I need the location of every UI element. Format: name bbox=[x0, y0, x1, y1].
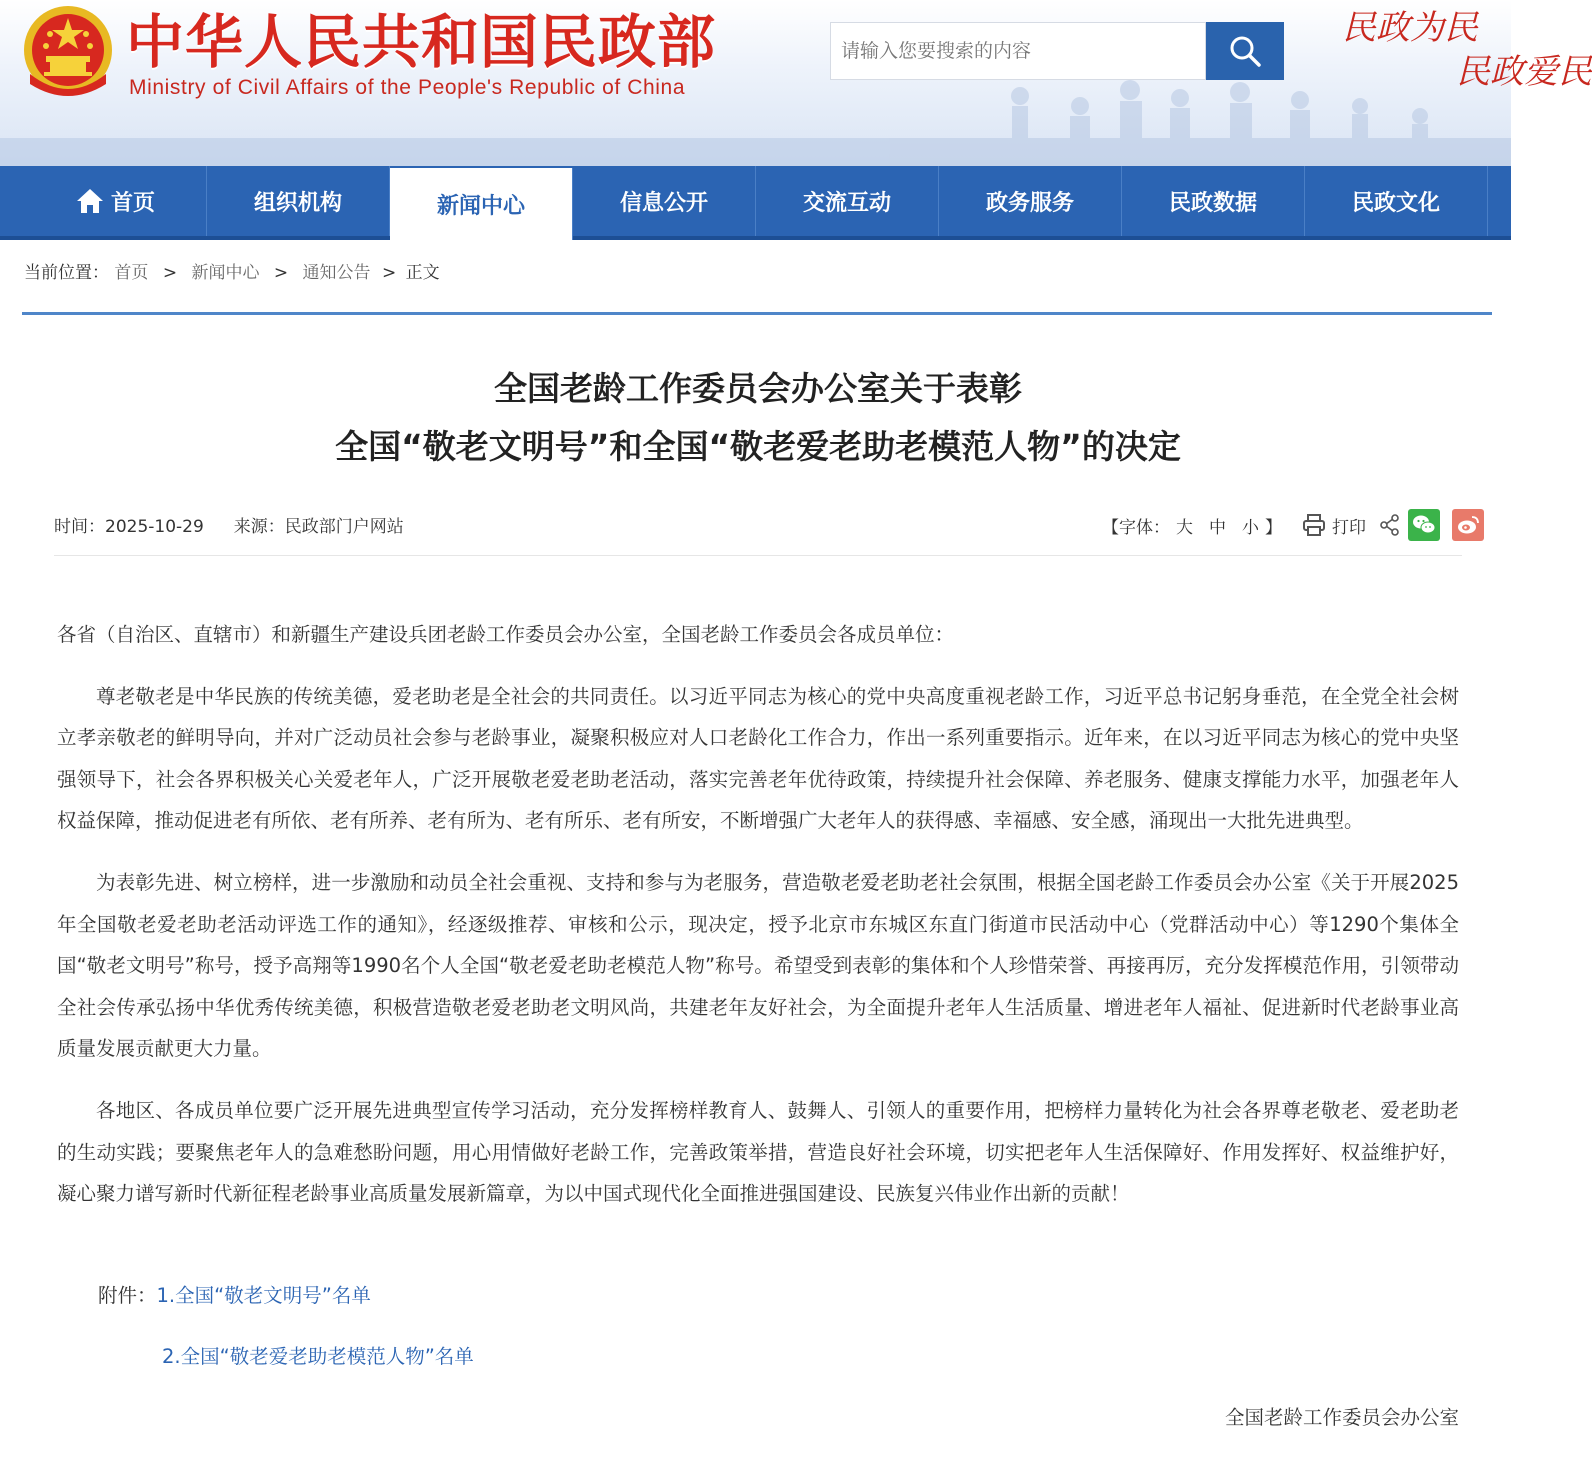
nav-item-label: 首页 bbox=[110, 190, 155, 216]
font-size-large[interactable]: 大 bbox=[1176, 517, 1193, 538]
nav-item-label: 信息公开 bbox=[619, 190, 708, 216]
breadcrumb-separator: > bbox=[162, 263, 178, 283]
source-label: 来源： bbox=[233, 517, 285, 537]
attachment-link-2[interactable]: 2.全国“敬老爱老助老模范人物”名单 bbox=[162, 1345, 474, 1368]
nav-item-label: 交流互动 bbox=[802, 190, 891, 216]
wechat-share-icon[interactable] bbox=[1408, 509, 1440, 541]
search-icon bbox=[1228, 34, 1262, 68]
paragraph-2: 为表彰先进、树立榜样，进一步激励和动员全社会重视、支持和参与为老服务，营造敬老爱老助老社会氛围，根据全国老龄工作委员会办公室《关于开展2025年全国敬老爱老助老活动评选工作的通知》，经逐级推荐、审核和公示，现决定，授予北京市东城区东直门街道市民活动中心（党群活动中心）等1290个集体全国“敬老文明号”称号，授予高翔等1990名个人全国“敬老爱老助老模范人物”称号。希望受到表彰的集体和个人珍惜荣誉、再接再厉，充分发挥模范作用，引领带动全社会传承弘扬中华优秀传统美德，积极营造敬老爱老助老文明风尚，共建老年友好社会，为全面提升老年人生活质量、增进老年人福祉、促进新时代老龄事业高质量发展贡献更大力量。 bbox=[57, 870, 1459, 1061]
signature: 全国老龄工作委员会办公室 bbox=[1224, 1406, 1459, 1429]
share-icon[interactable] bbox=[1380, 514, 1400, 536]
nav-item-home[interactable] bbox=[24, 166, 207, 236]
time-label: 时间： bbox=[54, 517, 105, 537]
search-box bbox=[830, 22, 1206, 80]
site-header bbox=[0, 0, 1592, 166]
nav-item-information-disclosure[interactable] bbox=[573, 166, 756, 236]
breadcrumb-prefix: 当前位置： bbox=[24, 263, 109, 283]
national-emblem-icon bbox=[22, 4, 114, 100]
article-body bbox=[57, 614, 1459, 1235]
nav-item-government-services[interactable] bbox=[939, 166, 1122, 236]
source-value: 民政部门户网站 bbox=[284, 517, 404, 537]
slogan-line-2: 民政爱民 bbox=[1456, 52, 1592, 92]
breadcrumb-news-center[interactable]: 新闻中心 bbox=[191, 263, 260, 283]
breadcrumb-separator: > bbox=[381, 263, 397, 283]
slogan-line-1: 民政为民 bbox=[1342, 8, 1478, 48]
weibo-share-icon[interactable] bbox=[1452, 509, 1484, 541]
font-size-open: 【字体： bbox=[1102, 517, 1170, 538]
attachments-2 bbox=[162, 1337, 474, 1377]
nav-item-news-center[interactable] bbox=[390, 168, 573, 240]
paragraph-1: 尊老敬老是中华民族的传统美德，爱老助老是全社会的共同责任。以习近平同志为核心的党中央高度重视老龄工作，习近平总书记躬身垂范，在全党全社会树立孝亲敬老的鲜明导向，并对广泛动员社会参与老龄事业，凝聚积极应对人口老龄化工作合力，作出一系列重要指示。近年来，在以习近平同志为核心的党中央坚强领导下，社会各界积极关心关爱老年人，广泛开展敬老爱老助老活动，落实完善老年优待政策，持续提升社会保障、养老服务、健康支撑能力水平，加强老年人权益保障，推动促进老有所依、老有所养、老有所为、老有所乐、老有所安，不断增强广大老年人的获得感、幸福感、安全感，涌现出一大批先进典型。 bbox=[57, 684, 1459, 833]
home-icon bbox=[75, 187, 105, 215]
breadcrumb-divider bbox=[22, 312, 1492, 315]
nav-item-label: 民政数据 bbox=[1168, 190, 1257, 216]
search-input[interactable] bbox=[831, 23, 1205, 79]
site-title-english: Ministry of Civil Affairs of the People's Republic of China bbox=[129, 76, 686, 99]
breadcrumb bbox=[24, 258, 440, 283]
nav-item-civil-culture[interactable] bbox=[1305, 166, 1488, 236]
meta-divider bbox=[54, 555, 1462, 556]
salutation: 各省（自治区、直辖市）和新疆生产建设兵团老龄工作委员会办公室，全国老龄工作委员会各成员单位： bbox=[57, 623, 955, 646]
publish-date: 2025-10-29 bbox=[105, 517, 204, 537]
main-nav bbox=[0, 166, 1511, 240]
attachment-label: 附件： bbox=[98, 1284, 157, 1307]
printer-icon bbox=[1302, 514, 1326, 536]
breadcrumb-home[interactable]: 首页 bbox=[114, 263, 149, 283]
breadcrumb-current: 正文 bbox=[405, 263, 440, 283]
nav-item-organization[interactable] bbox=[207, 166, 390, 236]
font-size-medium[interactable]: 中 bbox=[1209, 517, 1226, 538]
article-tools bbox=[1102, 508, 1484, 542]
article-title-line-2: 全国“敬老文明号”和全国“敬老爱老助老模范人物”的决定 bbox=[335, 427, 1181, 466]
article-title bbox=[0, 360, 1516, 476]
print-label: 打印 bbox=[1332, 517, 1366, 538]
nav-item-label: 政务服务 bbox=[985, 190, 1074, 216]
nav-item-label: 民政文化 bbox=[1351, 190, 1440, 216]
paragraph-3: 各地区、各成员单位要广泛开展先进典型宣传学习活动，充分发挥榜样教育人、鼓舞人、引领人的重要作用，把榜样力量转化为社会各界尊老敬老、爱老助老的生动实践；要聚焦老年人的急难愁盼问题，用心用情做好老龄工作，完善政策举措，营造良好社会环境，切实把老年人生活保障好、作用发挥好、权益维护好，凝心聚力谱写新时代新征程老龄事业高质量发展新篇章，为以中国式现代化全面推进强国建设、民族复兴伟业作出新的贡献！ bbox=[57, 1098, 1459, 1206]
article-title-line-1: 全国老龄工作委员会办公室关于表彰 bbox=[494, 369, 1022, 408]
slogan bbox=[1342, 8, 1592, 92]
attachments bbox=[98, 1276, 371, 1316]
nav-item-civil-data[interactable] bbox=[1122, 166, 1305, 236]
search-button[interactable] bbox=[1206, 22, 1284, 80]
nav-item-label: 组织机构 bbox=[253, 190, 342, 216]
article-meta bbox=[54, 512, 404, 537]
print-button[interactable] bbox=[1302, 513, 1366, 538]
attachment-link-1[interactable]: 1.全国“敬老文明号”名单 bbox=[156, 1284, 371, 1307]
font-size-small[interactable]: 小 bbox=[1242, 517, 1259, 538]
nav-item-label: 新闻中心 bbox=[436, 193, 525, 219]
site-title[interactable]: 中华人民共和国民政部 bbox=[126, 8, 717, 76]
nav-item-interaction[interactable] bbox=[756, 166, 939, 236]
breadcrumb-notices[interactable]: 通知公告 bbox=[302, 263, 371, 283]
font-size-close: 】 bbox=[1265, 517, 1282, 538]
breadcrumb-separator: > bbox=[273, 263, 289, 283]
